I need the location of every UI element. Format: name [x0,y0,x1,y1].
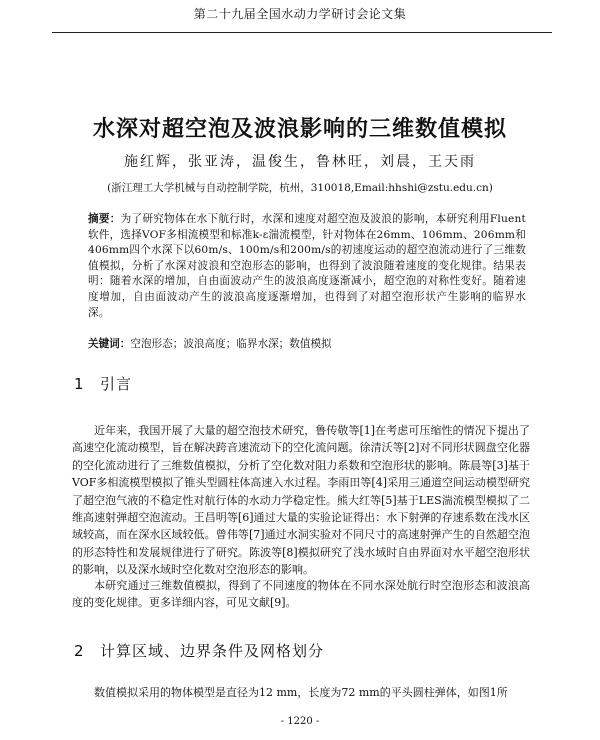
body-paragraph: 近年来，我国开展了大量的超空泡技术研究，鲁传敬等[1]在考虑可压缩性的情况下提出了高速空化流动模型，旨在解决跨音速流动下的空化流问题。徐清沃等[2]对不同形状圆盘空化器的空化流动进行了三维数值模拟，分析了空化数对阻力系数和空泡形状的影响。陈晨等[3]基于VOF多相流模型模拟了锥头型圆柱体高速入水过程。李雨田等[4]采用三通道空间运动模型研究了超空泡气液的不稳定性对航行体的水动力学稳定性。熊大红等[5]基于LES湍流模型模拟了二维高速射弹超空泡流动。王昌明等[6]通过大量的实验论证得出：水下射弹的存速系数在浅水区域较高，而在深水区域较低。曾伟等[7]通过水洞实验对不同尺寸的高速射弹产生的自然超空泡的形态特性和发展规律进行了研究。陈波等[8]模拟研究了浅水域时自由界面对水平超空泡形状的影响，以及深水域时空化数对空泡形态的影响。 [72,424,530,577]
affiliation: (浙江理工大学机械与自动控制学院，杭州，310018,Email:hhshi@zstu.edu.cn) [107,182,493,194]
abstract-text: 为了研究物体在水下航行时，水深和速度对超空泡及波浪的影响，本研究利用Fluent软件，选择VOF多相流模型和标准k-ε湍流模型，针对物体在26mm、106mm、206mm和406mm四个水深下以60m/s、100m/s和200m/s的初速度运动的超空泡流动进行了三维数值模拟，分析了水深对波浪和空泡形态的影响，也得到了波浪随着速度的变化规律。结果表明：随着水深的增加，自由面波动产生的波浪高度逐渐减小，超空泡的对称性变好。随着速度增加，自由面波动产生的波浪高度逐渐增加，也得到了对超空泡形状产生影响的临界水深。 [88,213,526,319]
section-title: 引言 [100,375,133,393]
header-divider [52,32,552,33]
keywords-text: 空泡形态；波浪高度；临界水深；数值模拟 [130,338,332,350]
abstract [88,212,526,321]
section-heading-domain-boundary-mesh [74,640,324,661]
abstract-label: 摘要： [88,213,121,225]
author-list: 施红辉，张亚涛，温俊生，鲁林旺，刘晨，王天雨 [124,154,476,170]
running-header: 第二十九届全国水动力学研讨会论文集 [193,7,407,21]
keywords-label: 关键词： [88,338,131,350]
paper-title: 水深对超空泡及波浪影响的三维数值模拟 [92,117,507,142]
body-paragraph: 数值模拟采用的物体模型是直径为12 mm，长度为72 mm的平头圆柱弹体，如图1所 [94,686,508,699]
section-number: 2 [74,642,85,660]
section-number: 1 [74,375,85,393]
keywords [88,337,526,352]
section-title: 计算区域、边界条件及网格划分 [100,642,325,660]
section-heading-introduction [74,373,132,394]
body-paragraph: 本研究通过三维数值模拟，得到了不同速度的物体在不同水深处航行时空泡形态和波浪高度的变化规律。更多详细内容，可见文献[9]。 [72,579,530,610]
page-number: - 1220 - [280,716,320,727]
